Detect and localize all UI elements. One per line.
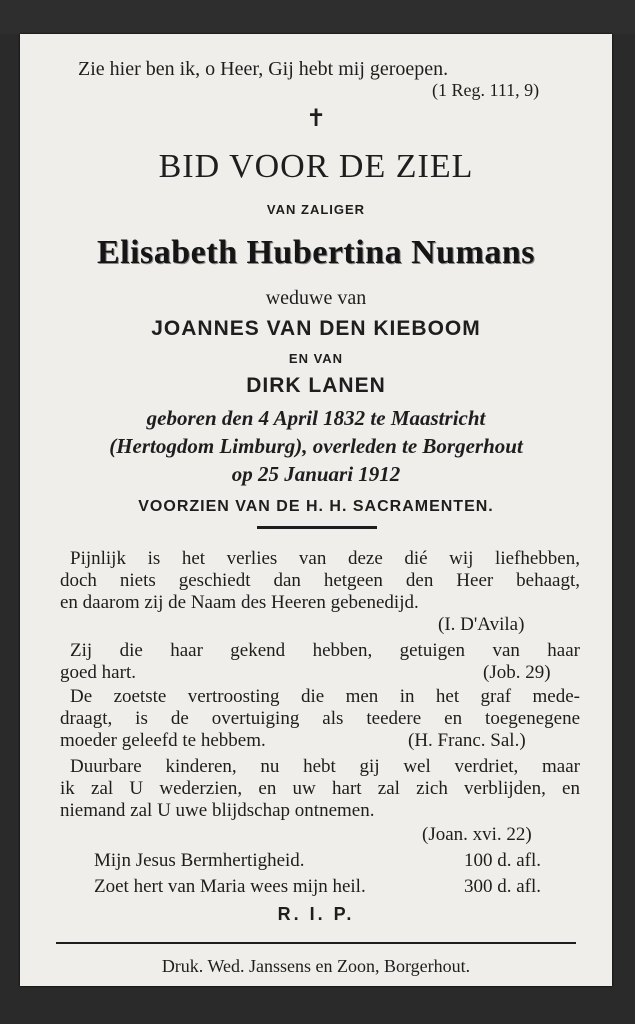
sacraments-line: VOORZIEN VAN DE H. H. SACRAMENTEN. <box>138 498 494 515</box>
quote-4-line-2: ik zal U wederzien, en uw hart zal zich verblijden, en <box>60 778 580 799</box>
printer-line: Druk. Wed. Janssens en Zoon, Borgerhout. <box>161 956 471 976</box>
quote-1-line-3: en daarom zij de Naam des Heeren gebenedijd. <box>60 592 419 613</box>
prayer-2-indulgence: 300 d. afl. <box>464 876 542 897</box>
quote-2-line-2: goed hart. <box>60 662 136 683</box>
first-husband-name: JOANNES VAN DEN KIEBOOM <box>151 317 481 340</box>
weduwe-van-label: weduwe van <box>265 287 367 309</box>
quote-4-line-1: Duurbare kinderen, nu hebt gij wel verdriet, maar <box>70 756 580 777</box>
birth-line-2: (Hertogdom Limburg), overleden te Borgerhout <box>109 434 523 458</box>
en-van-label: EN VAN <box>288 351 344 366</box>
prayer-1-indulgence: 100 d. afl. <box>464 850 542 871</box>
quote-3-line-2: draagt, is de overtuiging als teedere en toegenegene <box>60 708 580 729</box>
quote-1-line-2: doch niets geschiedt dan hetgeen den Heer behaagt, <box>60 570 580 591</box>
quote-2-reference: (Job. 29) <box>483 662 551 683</box>
epigraph-reference: (1 Reg. 111, 9) <box>432 80 540 100</box>
van-zaliger-label: VAN ZALIGER <box>266 202 366 217</box>
quote-1-reference: (I. D'Avila) <box>438 614 525 635</box>
divider-long <box>56 942 576 944</box>
quote-3-line-3: moeder geleefd te hebbem. <box>60 730 266 751</box>
memorial-card <box>20 34 612 986</box>
quote-1-line-1: Pijnlijk is het verlies van deze dié wij liefhebben, <box>70 548 580 569</box>
second-husband-name: DIRK LANEN <box>246 374 386 397</box>
divider-short <box>257 526 377 529</box>
quote-4-line-3: niemand zal U uwe blijdschap ontnemen. <box>60 800 375 821</box>
quote-3-line-1: De zoetste vertroosting die men in het graf mede- <box>70 686 580 707</box>
quote-3-reference: (H. Franc. Sal.) <box>408 730 526 751</box>
quote-2-line-1: Zij die haar gekend hebben, getuigen van haar <box>70 640 580 661</box>
heading-title: BID VOOR DE ZIEL <box>158 148 474 185</box>
birth-line-1: geboren den 4 April 1832 te Maastricht <box>146 406 486 430</box>
epigraph-text: Zie hier ben ik, o Heer, Gij hebt mij geroepen. <box>78 58 449 80</box>
deceased-name: Elisabeth Hubertina Numans <box>96 234 536 271</box>
prayer-1-text: Mijn Jesus Bermhertigheid. <box>94 850 305 871</box>
death-date-line: op 25 Januari 1912 <box>231 462 401 486</box>
quote-4-reference: (Joan. xvi. 22) <box>422 824 532 845</box>
rip-text: R. I. P. <box>277 904 355 924</box>
scan-background <box>0 0 635 34</box>
cross-icon: ✝ <box>305 106 327 132</box>
prayer-2-text: Zoet hert van Maria wees mijn heil. <box>94 876 366 897</box>
